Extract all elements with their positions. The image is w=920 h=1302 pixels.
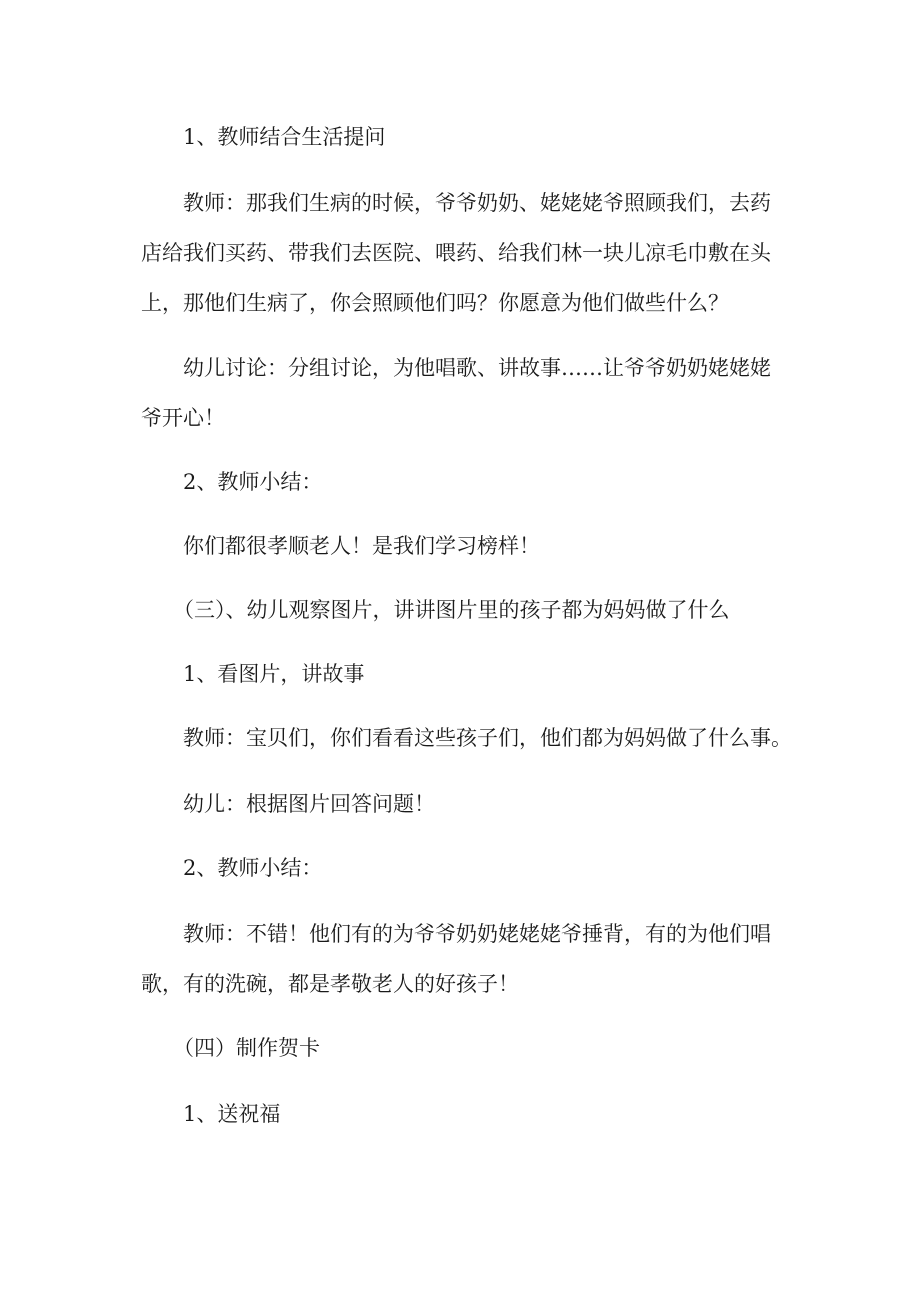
paragraph-line: 幼儿讨论：分组讨论，为他唱歌、讲故事……让爷爷奶奶姥姥姥 bbox=[183, 356, 771, 380]
paragraph-line: 教师：宝贝们，你们看看这些孩子们，他们都为妈妈做了什么事。 bbox=[183, 726, 792, 750]
section-heading: （四）制作贺卡 bbox=[173, 1036, 320, 1060]
section-heading: 1、送祝福 bbox=[183, 1102, 281, 1126]
section-heading: 2、教师小结： bbox=[183, 856, 323, 880]
paragraph-line: 上，那他们生病了，你会照顾他们吗？你愿意为他们做些什么？ bbox=[141, 291, 729, 315]
paragraph-line: 教师：不错！他们有的为爷爷奶奶姥姥姥爷捶背，有的为他们唱 bbox=[183, 922, 771, 946]
paragraph-line: 店给我们买药、带我们去医院、喂药、给我们林一块儿凉毛巾敷在头 bbox=[141, 241, 771, 265]
paragraph-line: 你们都很孝顺老人！是我们学习榜样！ bbox=[183, 534, 540, 558]
section-heading: 2、教师小结： bbox=[183, 470, 323, 494]
section-heading: 1、教师结合生活提问 bbox=[183, 125, 386, 149]
section-heading: （三）、幼儿观察图片，讲讲图片里的孩子都为妈妈做了什么 bbox=[173, 598, 730, 622]
section-heading: 1、看图片，讲故事 bbox=[183, 662, 365, 686]
paragraph-line: 爷开心！ bbox=[141, 406, 225, 430]
paragraph-line: 幼儿：根据图片回答问题！ bbox=[183, 792, 435, 816]
paragraph-line: 歌，有的洗碗，都是孝敬老人的好孩子！ bbox=[141, 972, 519, 996]
paragraph-line: 教师：那我们生病的时候，爷爷奶奶、姥姥姥爷照顾我们，去药 bbox=[183, 191, 771, 215]
